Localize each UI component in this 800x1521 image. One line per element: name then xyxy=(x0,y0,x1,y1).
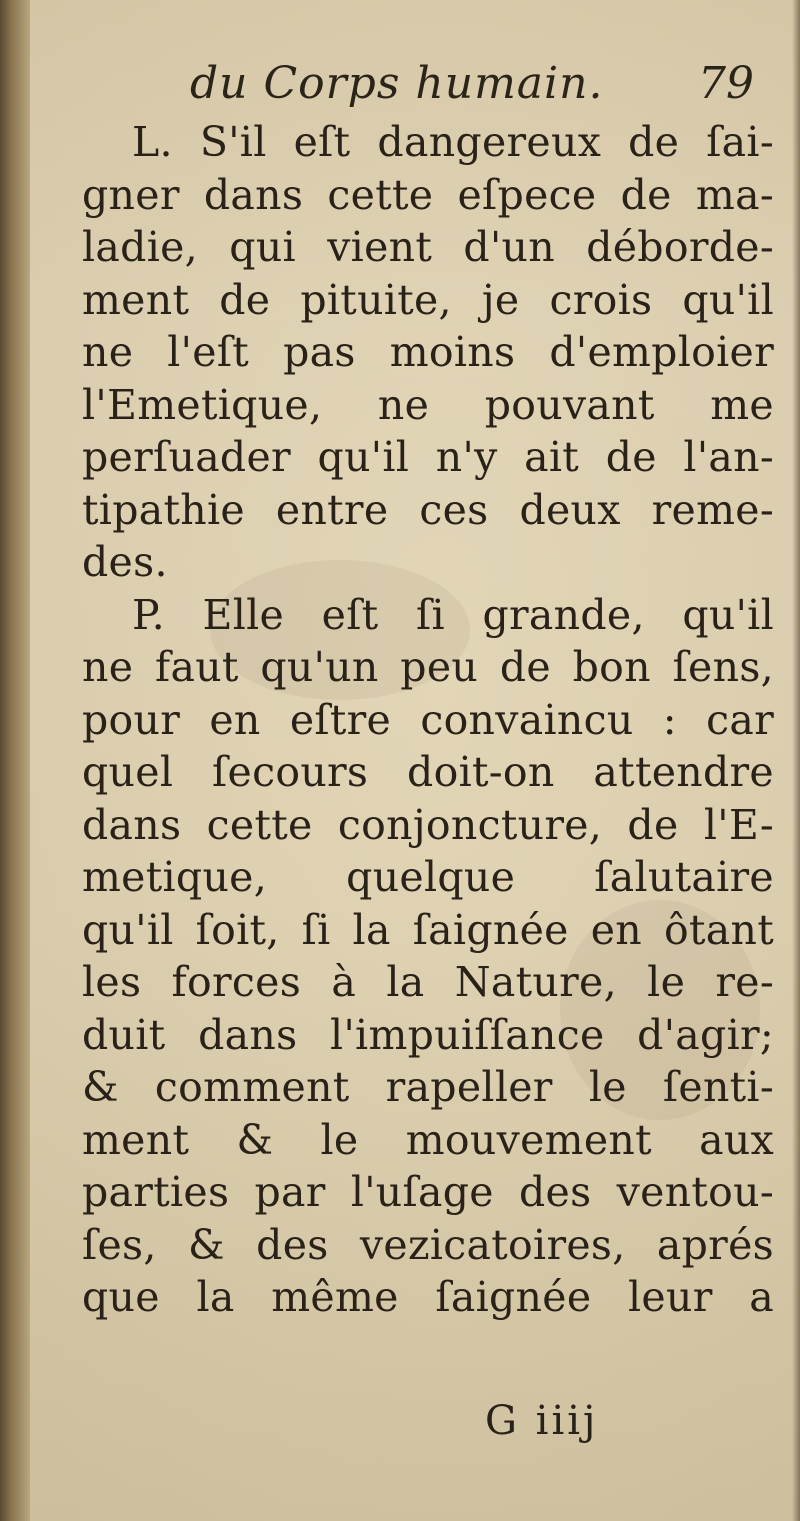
binding-gutter xyxy=(0,0,30,1521)
text-line: P. Elle eſt ſi grande, qu'il xyxy=(132,590,774,639)
body-text xyxy=(82,116,774,1324)
text-line: des. xyxy=(82,538,168,586)
text-line: quel ſecours doit-on attendre xyxy=(82,748,774,796)
text-line: duit dans l'impuiſſance d'agir; xyxy=(82,1010,774,1059)
text-line: ne faut qu'un peu de bon ſens, xyxy=(82,643,774,691)
page-number: 79 xyxy=(698,58,754,109)
text-line: les forces à la Nature, le re- xyxy=(82,958,774,1006)
text-line: que la même ſaignée leur a xyxy=(82,1273,774,1321)
text-line: & comment rapeller le ſenti- xyxy=(82,1063,774,1111)
signature-mark: G iiij xyxy=(485,1398,599,1444)
text-line: ment & le mouvement aux xyxy=(82,1115,774,1164)
text-line: gner dans cette eſpece de ma- xyxy=(82,170,774,219)
text-line: l'Emetique, ne pouvant me xyxy=(82,380,774,429)
text-line: parties par l'uſage des ventou- xyxy=(82,1168,774,1216)
text-line: perſuader qu'il n'y ait de l'an- xyxy=(82,433,774,481)
text-line: L. S'il eſt dangereux de ſai- xyxy=(132,118,774,166)
text-line: pour en eſtre convaincu : car xyxy=(82,695,774,744)
text-line: dans cette conjoncture, de l'E- xyxy=(82,800,774,849)
text-line: ne l'eſt pas moins d'emploier xyxy=(82,328,774,376)
text-line: qu'il ſoit, ſi la ſaignée en ôtant xyxy=(82,905,774,954)
text-line: tipathie entre ces deux reme- xyxy=(82,485,774,534)
page-edge-shadow xyxy=(792,0,800,1521)
text-line: metique, quelque ſalutaire xyxy=(82,853,774,901)
running-head: du Corps humain. xyxy=(190,58,604,109)
text-line: ment de pituite, je crois qu'il xyxy=(82,275,774,324)
text-line: ſes, & des vezicatoires, aprés xyxy=(82,1220,774,1269)
text-line: ladie, qui vient d'un déborde- xyxy=(82,223,774,271)
